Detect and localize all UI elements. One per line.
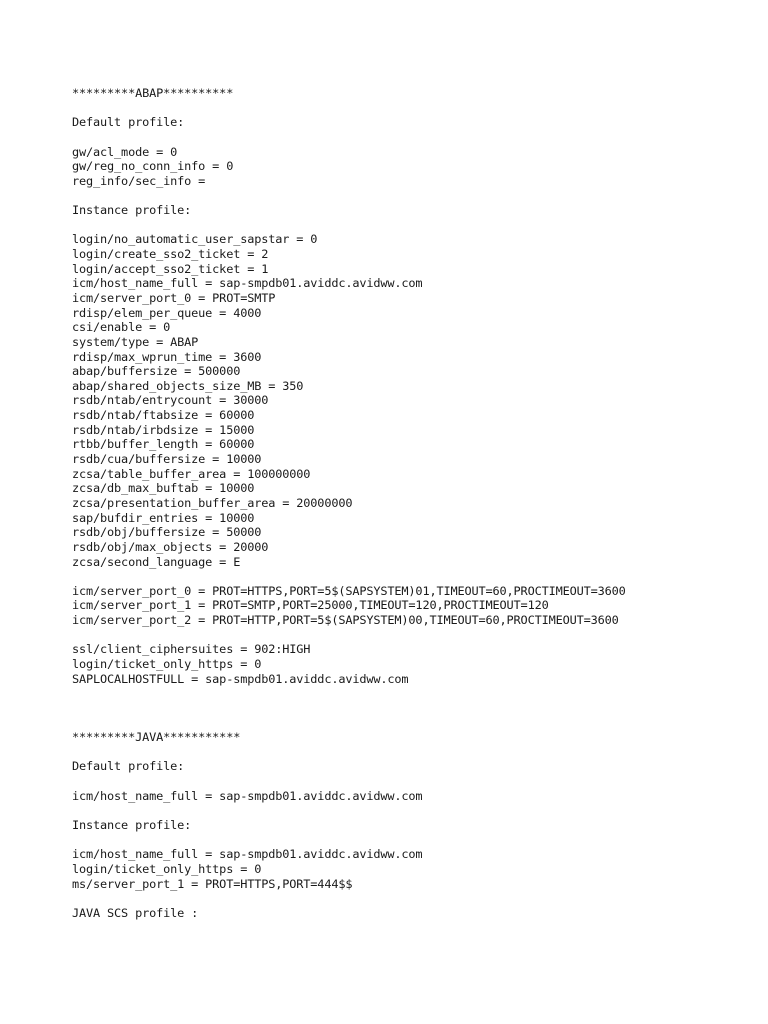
profile-line: rdisp/max_wprun_time = 3600: [72, 349, 262, 364]
java-default-profile-heading: Default profile:: [72, 759, 185, 774]
java-default-profile-list: [72, 789, 752, 804]
profile-line: icm/host_name_full = sap-smpdb01.aviddc.avidww.com: [72, 788, 423, 803]
java-header: *********JAVA***********: [72, 730, 241, 745]
profile-line: icm/server_port_0 = PROT=SMTP: [72, 290, 276, 305]
profile-line: icm/server_port_2 = PROT=HTTP,PORT=5$(SAPSYSTEM)00,TIMEOUT=60,PROCTIMEOUT=3600: [72, 613, 619, 628]
profile-line: login/ticket_only_https = 0: [72, 656, 262, 671]
profile-line: zcsa/presentation_buffer_area = 20000000: [72, 495, 353, 510]
profile-line: login/no_automatic_user_sapstar = 0: [72, 232, 318, 247]
profile-line: abap/buffersize = 500000: [72, 364, 241, 379]
profile-line: icm/host_name_full = sap-smpdb01.aviddc.avidww.com: [72, 276, 423, 291]
profile-line: icm/host_name_full = sap-smpdb01.aviddc.avidww.com: [72, 847, 423, 862]
profile-line: rsdb/ntab/ftabsize = 60000: [72, 408, 255, 423]
profile-line: rsdb/cua/buffersize = 10000: [72, 452, 262, 467]
profile-line: abap/shared_objects_size_MB = 350: [72, 378, 304, 393]
profile-line: rtbb/buffer_length = 60000: [72, 437, 255, 452]
profile-line: rdisp/elem_per_queue = 4000: [72, 305, 262, 320]
profile-line: icm/server_port_0 = PROT=HTTPS,PORT=5$(SAPSYSTEM)01,TIMEOUT=60,PROCTIMEOUT=3600: [72, 583, 626, 598]
abap-default-profile-list: [72, 145, 752, 189]
profile-line: ssl/client_ciphersuites = 902:HIGH: [72, 642, 311, 657]
java-section: [72, 730, 752, 920]
profile-line: zcsa/table_buffer_area = 100000000: [72, 466, 311, 481]
profile-line: gw/reg_no_conn_info = 0: [72, 159, 234, 174]
profile-line: ms/server_port_1 = PROT=HTTPS,PORT=444$$: [72, 876, 353, 891]
java-instance-profile-list: [72, 847, 752, 891]
abap-header: *********ABAP**********: [72, 86, 234, 100]
profile-line: rsdb/ntab/entrycount = 30000: [72, 393, 269, 408]
profile-line: gw/acl_mode = 0: [72, 144, 178, 159]
profile-line: SAPLOCALHOSTFULL = sap-smpdb01.aviddc.avidww.com: [72, 671, 409, 686]
abap-ssl-settings-list: [72, 642, 752, 686]
profile-line: sap/bufdir_entries = 10000: [72, 510, 255, 525]
abap-instance-profile-heading: Instance profile:: [72, 203, 192, 218]
profile-line: icm/server_port_1 = PROT=SMTP,PORT=25000,TIMEOUT=120,PROCTIMEOUT=120: [72, 598, 549, 613]
java-instance-profile-heading: Instance profile:: [72, 818, 192, 833]
profile-line: login/accept_sso2_ticket = 1: [72, 261, 269, 276]
profile-line: rsdb/obj/buffersize = 50000: [72, 525, 262, 540]
profile-line: login/create_sso2_ticket = 2: [72, 247, 269, 262]
abap-section: [72, 86, 752, 686]
profile-line: csi/enable = 0: [72, 320, 171, 335]
profile-line: rsdb/obj/max_objects = 20000: [72, 539, 269, 554]
profile-line: reg_info/sec_info =: [72, 173, 206, 188]
profile-line: zcsa/second_language = E: [72, 554, 241, 569]
abap-instance-profile-list: [72, 232, 752, 569]
profile-line: login/ticket_only_https = 0: [72, 861, 262, 876]
abap-server-ports-list: [72, 584, 752, 628]
profile-line: system/type = ABAP: [72, 334, 199, 349]
java-scs-profile-heading: JAVA SCS profile :: [72, 905, 199, 920]
profile-line: zcsa/db_max_buftab = 10000: [72, 481, 255, 496]
profile-line: rsdb/ntab/irbdsize = 15000: [72, 422, 255, 437]
abap-default-profile-heading: Default profile:: [72, 115, 185, 130]
document-page: [72, 86, 752, 921]
